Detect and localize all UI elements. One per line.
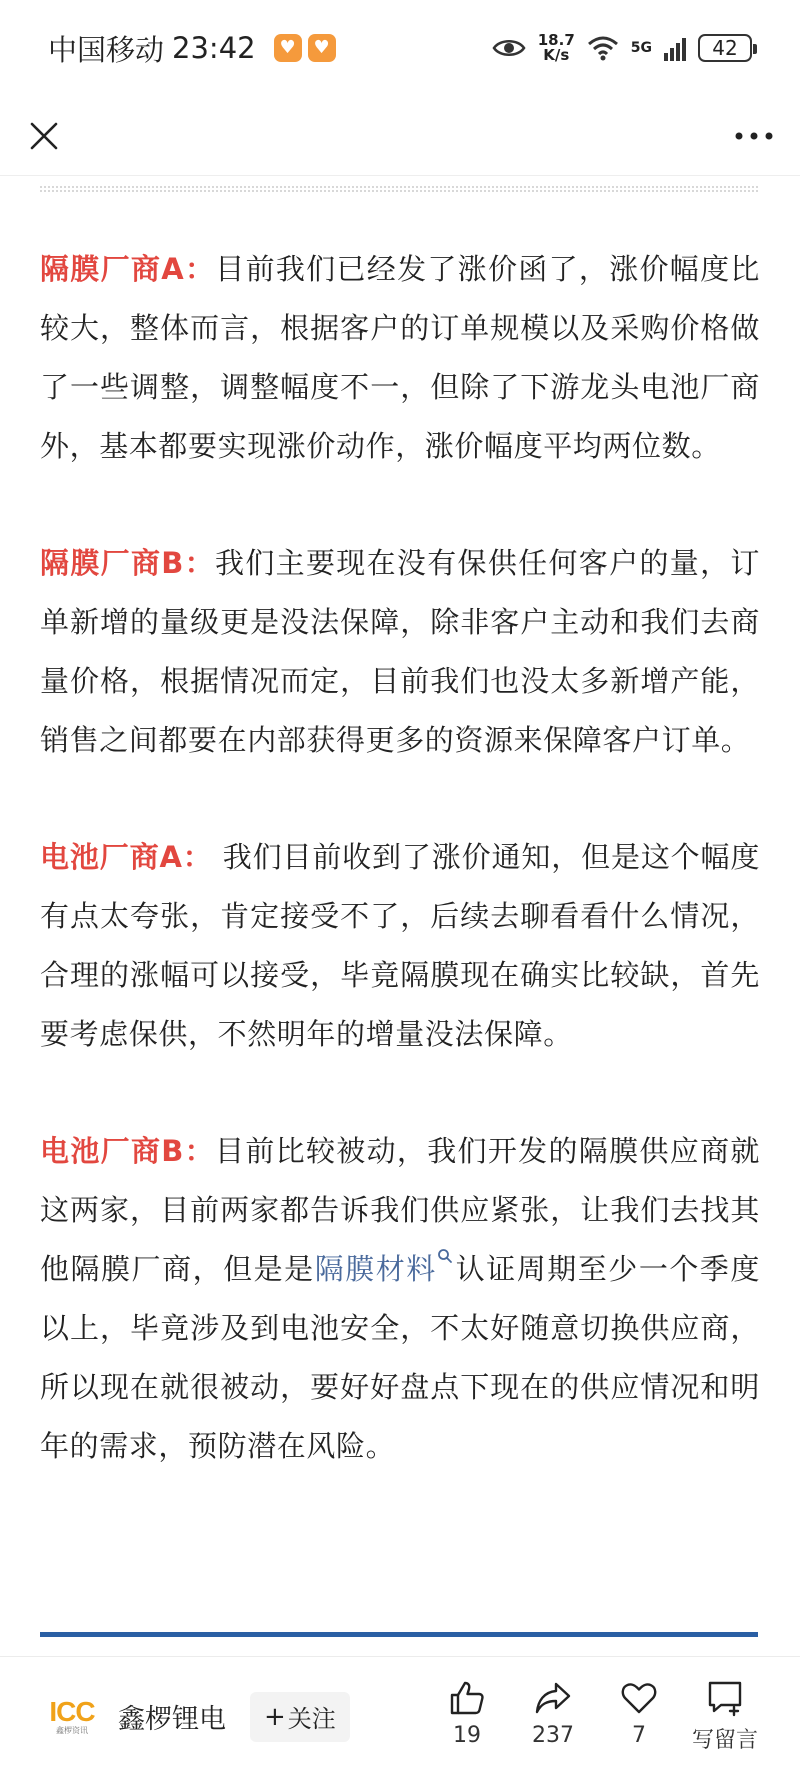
logo-text: ICC <box>49 1695 95 1727</box>
network-type: 5G <box>630 40 652 56</box>
follow-label: 关注 <box>287 1705 336 1733</box>
close-button[interactable] <box>24 116 64 156</box>
dotted-divider <box>40 186 758 192</box>
speaker-label: 隔膜厂商B： <box>40 546 216 580</box>
account-name[interactable]: 鑫椤锂电 <box>118 1704 226 1735</box>
more-icon <box>734 131 774 141</box>
share-button[interactable] <box>510 1679 596 1754</box>
logo-subtext: 鑫椤资讯 <box>56 1725 88 1735</box>
network-speed-value: 18.7 <box>537 31 575 49</box>
paragraph-battery-maker-a <box>40 828 760 1064</box>
comment-button[interactable] <box>682 1679 768 1754</box>
paragraph-text: 我们主要现在没有保供任何客户的量，订单新增的量级更是没法保障，除非客户主动和我们去商量价格，根据情况而定，目前我们也没太多新增产能，销售之间都要在内部获得更多的资源来保障客户订单。 <box>40 546 760 757</box>
network-speed <box>538 33 575 63</box>
article-body <box>40 240 760 1534</box>
signal-icon <box>664 35 686 61</box>
plus-icon: + <box>264 1701 286 1732</box>
carrier-name: 中国移动 <box>48 32 165 67</box>
heart-notification-icon: ♥ <box>308 34 336 62</box>
account-logo[interactable] <box>46 1691 98 1743</box>
close-icon <box>29 121 59 151</box>
share-count: 237 <box>532 1723 574 1748</box>
like-button[interactable] <box>424 1679 510 1754</box>
heart-notification-icon: ♥ <box>274 34 302 62</box>
share-icon <box>534 1679 572 1717</box>
clock: 23:42 <box>172 31 256 65</box>
comment-icon <box>705 1679 745 1717</box>
speaker-label: 电池厂商A： <box>40 840 213 874</box>
favorite-button[interactable] <box>596 1679 682 1754</box>
favorite-count: 7 <box>632 1723 646 1748</box>
paragraph-text: 认证周期至少一个季度以上，毕竟涉及到电池安全，不太好随意切换供应商，所以现在就很被动，要好好盘点下现在的供应情况和明年的需求，预防潜在风险。 <box>40 1252 760 1463</box>
speaker-label: 电池厂商B： <box>40 1134 216 1168</box>
search-icon[interactable] <box>437 1248 453 1264</box>
paragraph-separator-maker-a <box>40 240 760 476</box>
top-nav <box>0 96 800 176</box>
paragraph-text: 目前比较被动，我们开发的隔膜供应商就这两家，目前两家都告诉我们供应紧张，让我们去找其他隔膜厂商，但是是 <box>40 1134 760 1286</box>
thumbs-up-icon <box>448 1679 486 1717</box>
like-count: 19 <box>453 1723 481 1748</box>
paragraph-battery-maker-b <box>40 1122 760 1476</box>
status-right <box>492 33 752 63</box>
network-speed-unit: K/s <box>543 46 570 64</box>
paragraph-text: 目前我们已经发了涨价函了，涨价幅度比较大，整体而言，根据客户的订单规模以及采购价格做了一些调整，调整幅度不一，但除了下游龙头电池厂商外，基本都要实现涨价动作，涨价幅度平均两位数。 <box>40 252 760 463</box>
bottom-action-bar <box>0 1656 800 1776</box>
status-left <box>48 28 336 69</box>
paragraph-text: 我们目前收到了涨价通知，但是这个幅度有点太夸张，肯定接受不了，后续去聊看看什么情况，合理的涨幅可以接受，毕竟隔膜现在确实比较缺，首先要考虑保供，不然明年的增量没法保障。 <box>40 840 761 1051</box>
comment-label: 写留言 <box>691 1728 758 1753</box>
action-group <box>424 1679 768 1754</box>
more-button[interactable] <box>734 116 774 156</box>
paragraph-separator-maker-b <box>40 534 760 770</box>
wifi-icon <box>587 35 619 61</box>
eye-icon <box>492 37 526 59</box>
follow-button[interactable] <box>250 1692 350 1742</box>
speaker-label: 隔膜厂商A： <box>40 252 216 286</box>
status-bar <box>0 0 800 96</box>
keyword-link[interactable]: 隔膜材料 <box>314 1252 437 1286</box>
heart-icon <box>620 1679 658 1717</box>
accent-divider <box>40 1632 758 1637</box>
battery-indicator: 42 <box>698 34 752 62</box>
